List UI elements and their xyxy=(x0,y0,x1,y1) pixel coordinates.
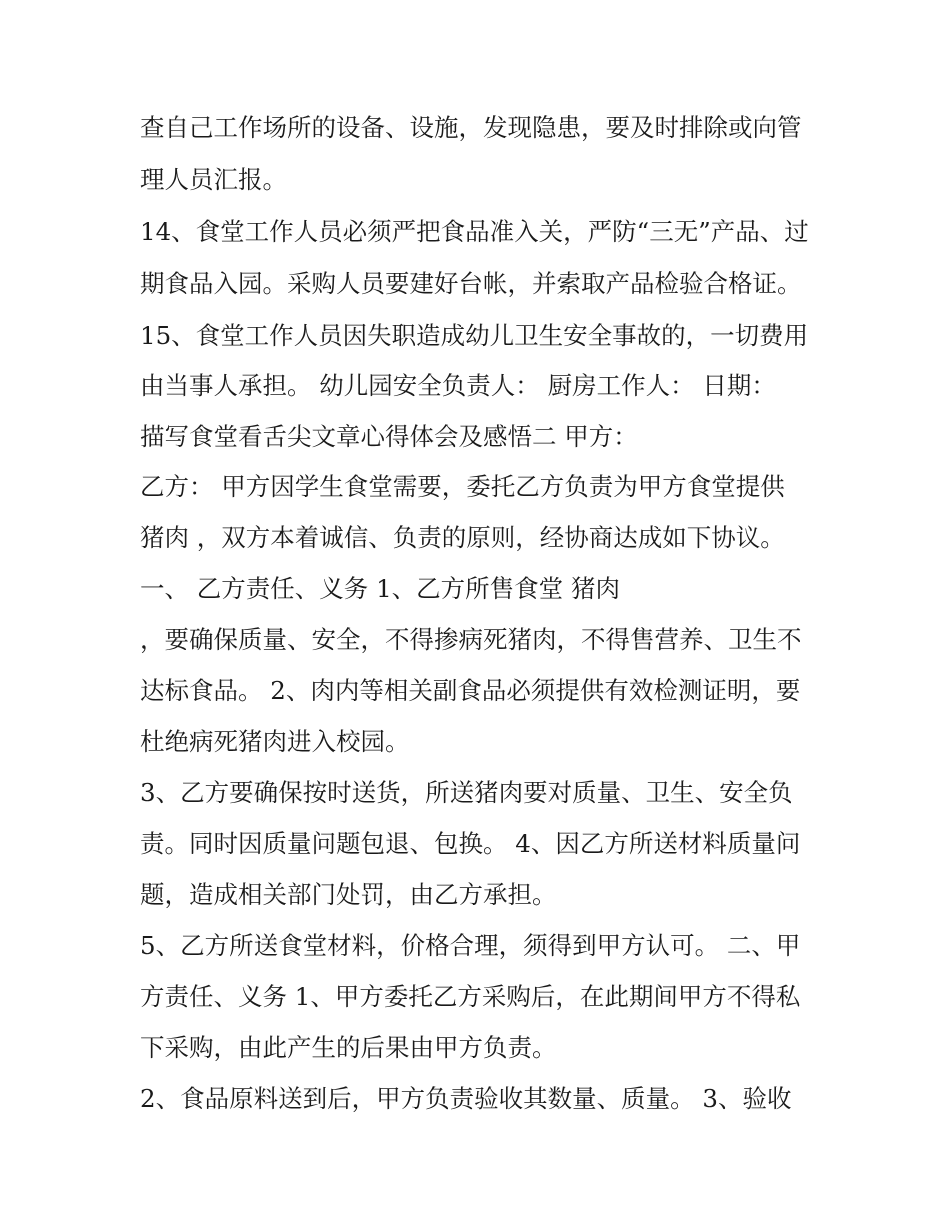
text-line: 题，造成相关部门处罚，由乙方承担。 xyxy=(140,880,557,909)
text-line: 14、食堂工作人员必须严把食品准入关，严防“三无”产品、过 xyxy=(140,217,809,246)
text-line: 方责任、义务 1、甲方委托乙方采购后，在此期间甲方不得私 xyxy=(140,982,801,1011)
text-line: 由当事人承担。 幼儿园安全负责人： 厨房工作人： 日期： xyxy=(140,371,776,400)
text-line: 猪肉 ，双方本着诚信、负责的原则，经协商达成如下协议。 xyxy=(140,523,785,552)
text-line: 达标食品。 2、肉内等相关副食品必须提供有效检测证明，要 xyxy=(140,676,801,705)
text-line: 2、食品原料送到后，甲方负责验收其数量、质量。 3、验收 xyxy=(140,1084,792,1113)
text-line: 一、 乙方责任、义务 1、乙方所售食堂 猪肉 xyxy=(140,574,620,603)
text-line: 杜绝病死猪肉进入校园。 xyxy=(140,727,410,756)
text-line: 5、乙方所送食堂材料，价格合理，须得到甲方认可。 二、甲 xyxy=(140,931,801,960)
text-line: 下采购，由此产生的后果由甲方负责。 xyxy=(140,1033,557,1062)
text-line: 责。同时因质量问题包退、包换。 4、因乙方所送材料质量问 xyxy=(140,829,801,858)
text-line: 描写食堂看舌尖文章心得体会及感悟二 甲方： xyxy=(140,422,638,451)
text-line: ，要确保质量、安全，不得掺病死猪肉，不得售营养、卫生不 xyxy=(140,625,802,654)
text-line: 3、乙方要确保按时送货，所送猪肉要对质量、卫生、安全负 xyxy=(140,778,793,807)
text-line: 15、食堂工作人员因失职造成幼儿卫生安全事故的，一切费用 xyxy=(140,321,809,350)
text-line: 查自己工作场所的设备、设施，发现隐患，要及时排除或向管 xyxy=(140,113,802,142)
text-line: 乙方： 甲方因学生食堂需要，委托乙方负责为甲方食堂提供 xyxy=(140,472,785,501)
text-line: 期食品入园。采购人员要建好台帐，并索取产品检验合格证。 xyxy=(140,269,802,298)
text-line: 理人员汇报。 xyxy=(140,165,287,194)
